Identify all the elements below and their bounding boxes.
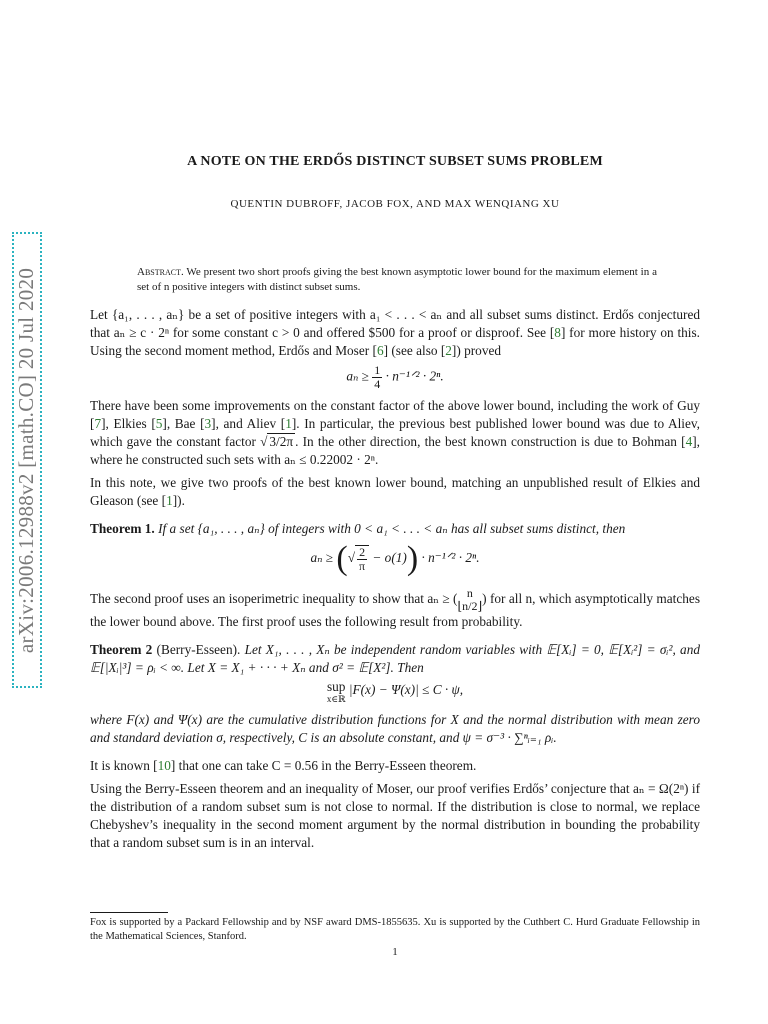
citation-link[interactable]: 3 [204,416,212,431]
citation-link[interactable]: 2 [445,343,452,358]
abstract [137,265,657,295]
citation-link[interactable]: 4 [685,434,693,449]
citation-link[interactable]: 6 [376,343,384,358]
arxiv-identifier-box [12,232,42,688]
paragraph-note: In this note, we give two proofs of the best known lower bound, matching an unpublished result of Elkies and Gleason (see [1]). [90,475,700,508]
abstract-label: Abstract. [137,266,184,278]
paper-authors: QUENTIN DUBROFF, JACOB FOX, AND MAX WENQIANG XU [230,198,560,210]
citation-link[interactable]: 7 [94,416,102,431]
citation-link[interactable]: 1 [166,493,173,508]
equation-berry-esseen: sup x∈ℝ |F(x) − Ψ(x)| ≤ C · ψ, [326,679,464,704]
paper-title: A NOTE ON THE ERDŐS DISTINCT SUBSET SUMS PROBLEM [187,154,603,169]
theorem-1: Theorem 1. If a set {a₁, . . . , aₙ} of integers with 0 < a₁ < . . . < aₙ has all subset sums distinct, then [90,521,626,536]
equation-erdos-moser: aₙ ≥ $\frac{1}{4}$ · n⁻¹ᐟ² · 2ⁿ. [346,363,444,391]
paper-body [90,306,700,852]
paragraph-constant: It is known [10] that one can take C = 0.56 in the Berry-Esseen theorem. [90,758,477,773]
abstract-text: We present two short proofs giving the best known asymptotic lower bound for the maximum element in a set of n positive integers with distinct subset sums. [137,266,657,293]
paragraph-second-proof: The second proof uses an isoperimetric inequality to show that aₙ ≥ ( n ⌊n/2⌋ ) for all n, which asymptotically matches the lower bound above. The first proof uses the following result from probability. [90,586,700,629]
equation-theorem-1: aₙ ≥ (√ $\frac{2}{\pi}$ − o(1)) · n⁻¹ᐟ² · 2ⁿ. [310,540,480,577]
text: ]) proved [451,343,502,358]
footnote-rule [90,912,168,913]
arxiv-identifier: arXiv:2006.12988v2 [math.CO] 20 Jul 2020 [14,267,39,653]
footnote: Fox is supported by a Packard Fellowship and by NSF award DMS-1855635. Xu is supported by the Cuthbert C. Hurd Graduate Fellowship in the Mathematical Sciences, Stanford. [90,917,700,942]
citation-link[interactable]: 10 [157,758,171,773]
page-number: 1 [392,946,398,958]
paragraph-intro [90,306,700,360]
citation-link[interactable]: 8 [554,325,561,340]
text: ] for more history on this. Using the second moment method, Erdős and Moser [ [90,325,700,358]
paragraph-approach: Using the Berry-Esseen theorem and an inequality of Moser, our proof verifies Erdős’ conjecture that aₙ = Ω(2ⁿ) if the distribution of a random subset sum is not close to normal. If the distribution is close to normal, we replace Chebyshev’s inequality in the second moment argument by the normal distribution in bounding the probability that a random subset sum is in an interval. [90,781,700,850]
theorem-2: Theorem 2 (Berry-Esseen). Let X₁, . . . , Xₙ be independent random variables with 𝔼[Xᵢ] = 0, 𝔼[Xᵢ²] = σᵢ², and 𝔼[|Xᵢ|³] = ρᵢ < ∞. Let X = X₁ + · · · + Xₙ and σ² = 𝔼[X²]. Then [90,642,700,675]
theorem-2-continuation: where F(x) and Ψ(x) are the cumulative distribution functions for X and the normal distribution with mean zero and standard deviation σ, respectively, C is an absolute constant, and ψ = σ⁻³ · ∑ⁿᵢ₌₁ ρᵢ. [90,712,700,745]
text: Let {a₁, . . . , aₙ} be a set of positive integers with a₁ < . . . < aₙ and all subset sums distinct. Erdős conjectured that aₙ ≥ c · 2ⁿ for some constant c > 0 and offered $500 for a proof or disproof. See [ [90,307,700,340]
paragraph-improvements: There have been some improvements on the constant factor of the above lower bound, including the work of Guy [7], Elkies [5], Bae [3], and Aliev [1]. In particular, the previous best published lower bound was due to Aliev, which gave the constant factor √ 3/2π . In the other direction, the best known construction is due to Bohman [4], where he constructed such sets with aₙ ≤ 0.22002 · 2ⁿ. [90,398,700,467]
citation-link[interactable]: 5 [155,416,163,431]
text: ] (see also [ [383,343,446,358]
citation-link[interactable]: 1 [285,416,292,431]
